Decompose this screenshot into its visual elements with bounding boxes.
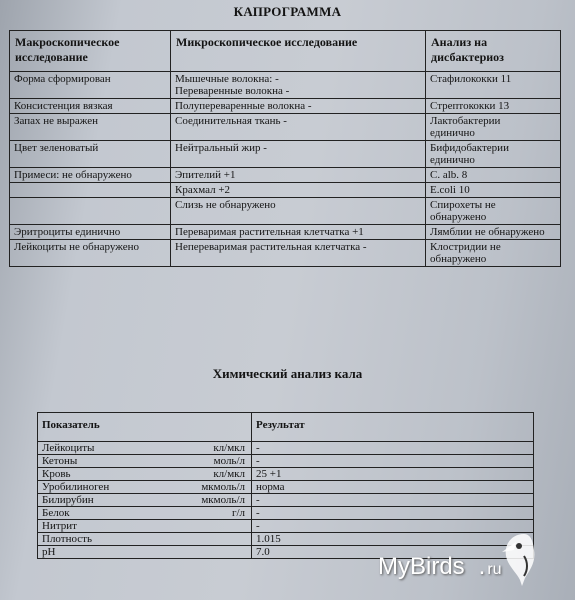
chemistry-row (38, 533, 534, 546)
indicator-unit: мкмоль/л (201, 494, 245, 506)
coprogram-table (9, 30, 561, 267)
coprogram-row (10, 168, 561, 183)
macro-cell: Эритроциты единично (10, 225, 171, 240)
indicator-cell (38, 546, 252, 559)
indicator-unit: кл/мкл (213, 468, 245, 480)
indicator-name: Кровь (42, 468, 71, 480)
result-cell: - (252, 520, 534, 533)
micro-cell: Нейтральный жир - (171, 141, 426, 168)
indicator-name: Лейкоциты (42, 442, 95, 454)
result-cell: 25 +1 (252, 468, 534, 481)
header-indicator: Показатель (38, 413, 252, 442)
coprogram-row (10, 114, 561, 141)
coprogram-header-row (10, 31, 561, 72)
micro-cell: Непереваримая растительная клетчатка - (171, 240, 426, 267)
coprogram-row (10, 225, 561, 240)
indicator-cell (38, 520, 252, 533)
indicator-name: Кетоны (42, 455, 78, 467)
indicator-name: Билирубин (42, 494, 94, 506)
dysbacteriosis-cell: Лямблии не обнаружено (426, 225, 561, 240)
indicator-cell (38, 468, 252, 481)
macro-cell: Цвет зеленоватый (10, 141, 171, 168)
document-title: КАПРОГРАММА (233, 4, 342, 19)
indicator-unit (245, 546, 247, 558)
watermark-brand: MyBirds (378, 553, 465, 580)
indicator-unit: моль/л (213, 455, 245, 467)
macro-cell: Примеси: не обнаружено (10, 168, 171, 183)
coprogram-row (10, 183, 561, 198)
result-cell: - (252, 494, 534, 507)
chemistry-header-row (38, 413, 534, 442)
dysbacteriosis-cell: C. alb. 8 (426, 168, 561, 183)
watermark-logo (378, 553, 502, 581)
chemistry-row (38, 468, 534, 481)
coprogram-row (10, 240, 561, 267)
indicator-unit (245, 533, 247, 545)
header-dysbacteriosis: Анализ на дисбактериоз (426, 31, 561, 72)
indicator-cell (38, 442, 252, 455)
header-result: Результат (252, 413, 534, 442)
macro-cell: Лейкоциты не обнаружено (10, 240, 171, 267)
header-macroscopic: Макроскопическое исследование (10, 31, 171, 72)
result-cell: 7.0 (252, 546, 534, 559)
indicator-name: pH (42, 546, 56, 558)
dysbacteriosis-cell: Лактобактерии единично (426, 114, 561, 141)
micro-cell: Эпителий +1 (171, 168, 426, 183)
coprogram-row (10, 141, 561, 168)
watermark-tld: ru (487, 561, 502, 578)
micro-cell: Соединительная ткань - (171, 114, 426, 141)
dysbacteriosis-cell: Бифидобактерии единично (426, 141, 561, 168)
result-cell: - (252, 442, 534, 455)
chemistry-title: Химический анализ кала (212, 366, 363, 381)
indicator-cell (38, 481, 252, 494)
indicator-name: Плотность (42, 533, 92, 545)
micro-cell: Переваримая растительная клетчатка +1 (171, 225, 426, 240)
result-cell: 1.015 (252, 533, 534, 546)
dysbacteriosis-cell: Стрептококки 13 (426, 99, 561, 114)
micro-cell: Полупереваренные волокна - (171, 99, 426, 114)
macro-cell (10, 198, 171, 225)
bird-logo-icon (494, 528, 544, 588)
dysbacteriosis-cell: Стафилококки 11 (426, 72, 561, 99)
indicator-cell (38, 494, 252, 507)
chemistry-row (38, 494, 534, 507)
macro-cell (10, 183, 171, 198)
coprogram-row (10, 72, 561, 99)
watermark-dot: . (478, 553, 486, 580)
result-cell: норма (252, 481, 534, 494)
indicator-cell (38, 533, 252, 546)
indicator-unit: мкмоль/л (201, 481, 245, 493)
indicator-unit (245, 520, 247, 532)
micro-cell: Слизь не обнаружено (171, 198, 426, 225)
indicator-unit: кл/мкл (213, 442, 245, 454)
indicator-name: Уробилиноген (42, 481, 110, 493)
macro-cell: Форма сформирован (10, 72, 171, 99)
indicator-name: Белок (42, 507, 70, 519)
chemistry-row (38, 481, 534, 494)
chemistry-table (37, 412, 534, 559)
chemistry-row (38, 520, 534, 533)
result-cell: - (252, 507, 534, 520)
header-microscopic: Микроскопическое исследование (171, 31, 426, 72)
coprogram-row (10, 198, 561, 225)
dysbacteriosis-cell: Клостридии не обнаружено (426, 240, 561, 267)
dysbacteriosis-cell: E.coli 10 (426, 183, 561, 198)
micro-cell: Мышечные волокна: - Переваренные волокна - (171, 72, 426, 99)
macro-cell: Консистенция вязкая (10, 99, 171, 114)
chemistry-row (38, 442, 534, 455)
indicator-name: Нитрит (42, 520, 77, 532)
indicator-cell (38, 507, 252, 520)
coprogram-row (10, 99, 561, 114)
indicator-cell (38, 455, 252, 468)
micro-cell: Крахмал +2 (171, 183, 426, 198)
chemistry-row (38, 455, 534, 468)
result-cell: - (252, 455, 534, 468)
chemistry-row (38, 507, 534, 520)
indicator-unit: г/л (231, 507, 245, 519)
macro-cell: Запах не выражен (10, 114, 171, 141)
dysbacteriosis-cell: Спирохеты не обнаружено (426, 198, 561, 225)
